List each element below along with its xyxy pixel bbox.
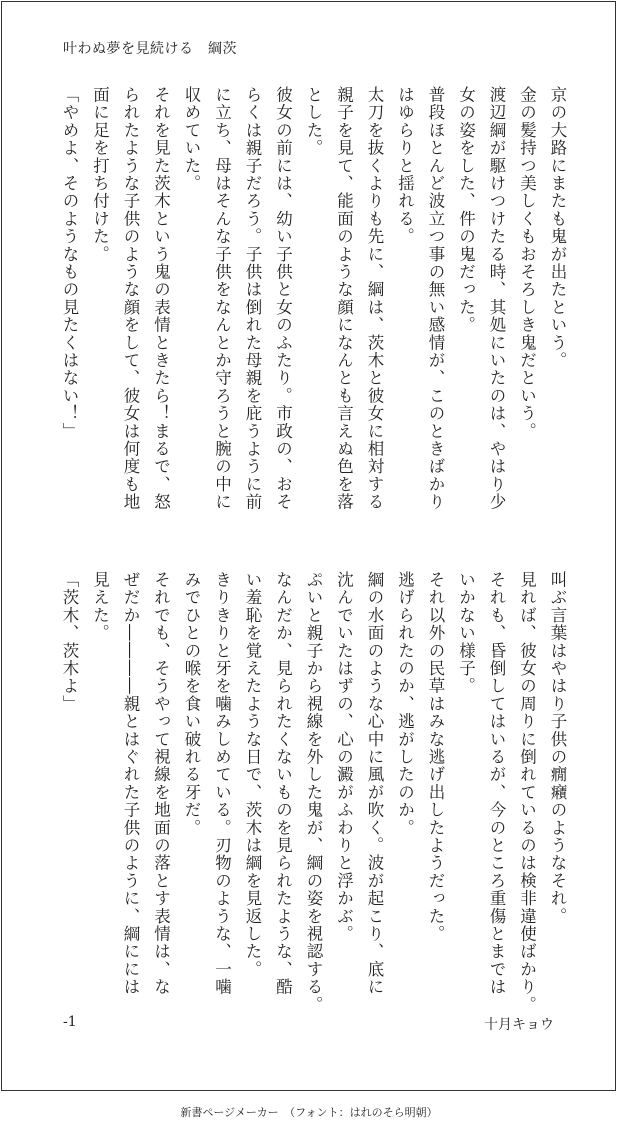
body-line: それでも、そうやって視線を地面の落とす表情は、な — [151, 571, 171, 996]
body-line: 叫ぶ言葉はやはり子供の癇癪のようなそれ。 — [548, 571, 567, 925]
body-line: みでひとの喉を食い破れる牙だ。 — [182, 571, 201, 837]
author-name: 十月キョウ — [484, 1017, 554, 1033]
body-line: 渡辺綱が駆けつけたる時、其処にいたのは、やはり少 — [487, 86, 506, 511]
body-line: 女の姿をした、件の鬼だった。 — [456, 86, 476, 334]
body-line: とした。 — [304, 86, 323, 157]
body-line: 金の髪持つ美しくもおそろしき鬼だという。 — [517, 86, 537, 440]
body-line: 逃げられたのか、逃がしたのか。 — [395, 571, 415, 837]
body-line: それを見た茨木という鬼の表情ときたら！まるで、怒 — [151, 86, 171, 511]
body-line: 京の大路にまたも鬼が出たという。 — [548, 86, 567, 370]
page-number: -1 — [63, 1014, 77, 1030]
body-line: ぜだか――――親とはぐれた子供のように、綱にには — [121, 571, 140, 996]
body-line: ぷいと親子から視線を外した鬼が、綱の姿を視認する。 — [304, 571, 323, 1014]
body-line: はゆらりと揺れる。 — [395, 86, 415, 246]
body-line: 見れば、彼女の周りに倒れているのは検非違使ばかり。 — [517, 571, 537, 1014]
body-line: きりきりと牙を噛みしめている。刃物のような、一噛 — [212, 571, 232, 996]
body-line: それも、昏倒してはいるが、今のところ重傷とまでは — [487, 571, 506, 996]
body-line: 普段ほとんど波立つ事の無い感情が、このときばかり — [426, 86, 445, 511]
body-text-bottom — [54, 571, 573, 1014]
body-line: 綱の水面のような心中に風が吹く。波が起こり、底に — [365, 571, 384, 996]
body-line: られたような子供のような顔をして、彼女は何度も地 — [121, 86, 140, 511]
body-line: 見えた。 — [90, 571, 110, 642]
body-line: に立ち、母はそんな子供をなんとか守ろうと腕の中に — [212, 86, 232, 511]
body-line: 太刀を抜くよりも先に、綱は、茨木と彼女に相対する — [365, 86, 384, 511]
body-line: い羞恥を覚えたような日で、茨木は綱を見返した。 — [243, 571, 262, 979]
body-line: 親子を見て、能面のような顔になんとも言えぬ色を落 — [334, 86, 354, 511]
body-text-top — [54, 86, 573, 536]
story-title: 叶わぬ夢を見続ける 綱茨 — [63, 41, 237, 57]
body-line: らくは親子だろう。子供は倒れた母親を庇うように前 — [243, 86, 262, 511]
body-line: なんだか、見られたくないものを見られたような、酷 — [273, 571, 293, 996]
body-line: 面に足を打ち付けた。 — [90, 86, 110, 263]
page-frame — [1, 1, 616, 1091]
body-line: いかない様子。 — [456, 571, 476, 695]
body-line: 「茨木、茨木よ」 — [60, 571, 79, 713]
body-line: 彼女の前には、幼い子供と女のふたり。市政の、おそ — [273, 86, 293, 511]
generator-caption: 新書ページメーカー （フォント：はれのそら明朝） — [180, 1106, 438, 1119]
body-line: 「やめよ、そのようなもの見たくはない！」 — [60, 86, 79, 440]
body-line: それ以外の民草はみな逃げ出したようだった。 — [426, 571, 445, 943]
body-line: 沈んでいたはずの、心の澱がふわりと浮かぶ。 — [334, 571, 354, 943]
body-line: 収めていた。 — [182, 86, 201, 193]
